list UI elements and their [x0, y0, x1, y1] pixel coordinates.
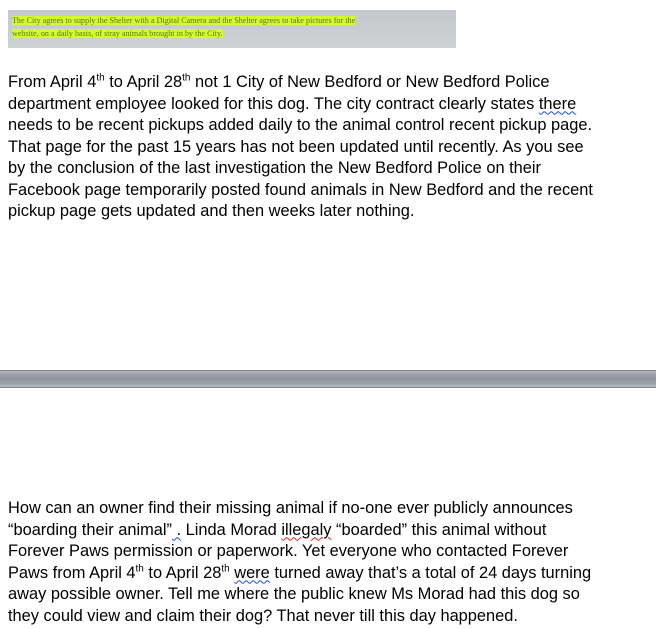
spelling-flag-illegaly[interactable]: illegaly	[281, 520, 332, 539]
paragraph-2-line-6: they could view and claim their dog? That never till this day happened.	[8, 606, 518, 625]
grammar-flag-there[interactable]: there	[538, 94, 577, 113]
paragraph-1-line-7: pickup page gets updated and then weeks later nothing.	[8, 202, 415, 220]
contract-excerpt-line-2: website, on a daily basis, of stray animals brought in by the City.	[12, 29, 223, 38]
paragraph-2-line-2: “boarding their animal” . Linda Morad illegaly “boarded” this animal without	[8, 520, 547, 539]
contract-excerpt-text	[12, 13, 452, 39]
contract-excerpt-line-1: The City agrees to supply the Shelter with a Digital Camera and the Shelter agrees to take pictures for the	[12, 16, 356, 25]
paragraph-1	[8, 72, 656, 223]
paragraph-1-line-1: From April 4th to April 28th not 1 City of New Bedford or New Bedford Police	[8, 72, 550, 91]
paragraph-2-line-3: Forever Paws permission or paperwork. Yet everyone who contacted Forever	[8, 542, 569, 560]
paragraph-1-line-6: Facebook page temporarily posted found animals in New Bedford and the recent	[8, 180, 593, 199]
contract-excerpt-image	[8, 10, 456, 48]
paragraph-1-line-2: department employee looked for this dog. The city contract clearly states there	[8, 94, 577, 113]
page-break-separator	[0, 370, 656, 388]
paragraph-1-line-5: by the conclusion of the last investigation the New Bedford Police on their	[8, 159, 542, 177]
paragraph-2-line-5: away possible owner. Tell me where the public knew Ms Morad had this dog so	[8, 585, 580, 603]
grammar-flag-were[interactable]: were	[234, 563, 270, 582]
paragraph-2-line-4: Paws from April 4th to April 28th were turned away that’s a total of 24 days turning	[8, 563, 592, 582]
paragraph-2	[8, 498, 656, 627]
paragraph-1-line-3: needs to be recent pickups added daily to the animal control recent pickup page.	[8, 116, 593, 134]
paragraph-1-line-4: That page for the past 15 years has not been updated until recently. As you see	[8, 137, 584, 156]
grammar-flag-punctuation[interactable]: .	[172, 520, 182, 539]
paragraph-2-line-1: How can an owner find their missing animal if no-one ever publicly announces	[8, 499, 573, 517]
